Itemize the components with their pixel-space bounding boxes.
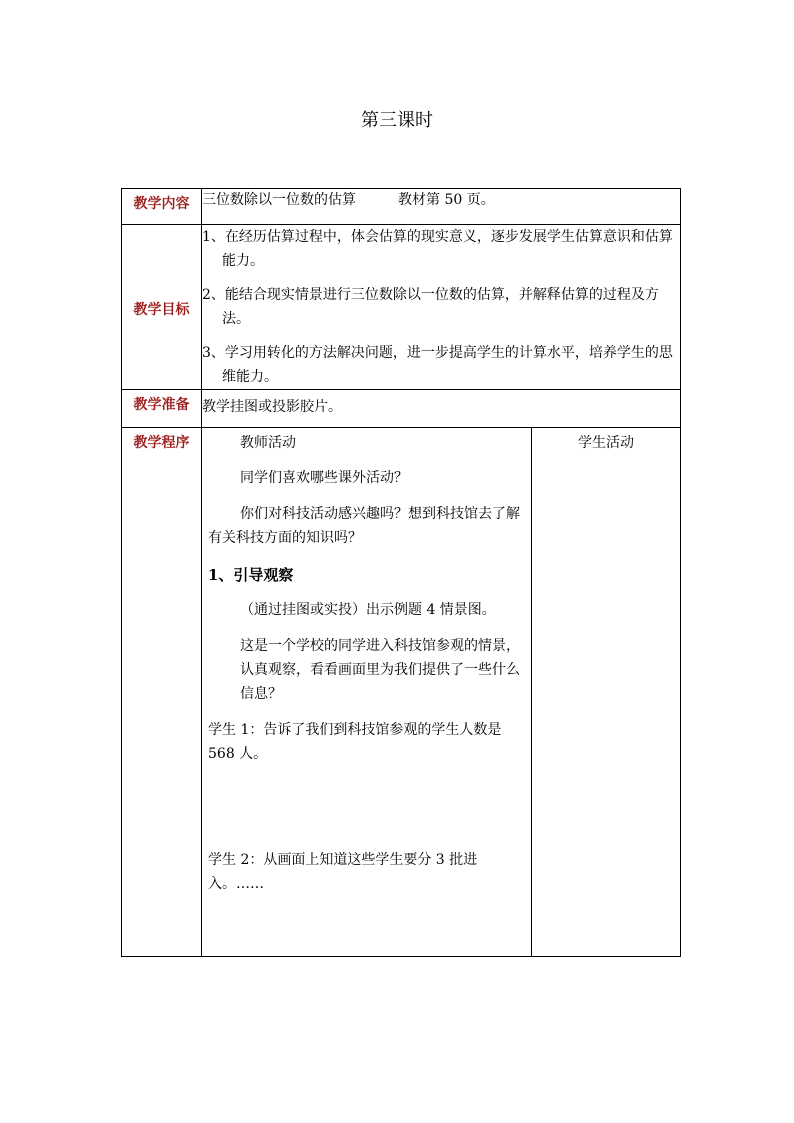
teacher-activity-header: 教师活动 xyxy=(240,435,296,451)
paragraph: （通过挂图或实投）出示例题 4 情景图。 xyxy=(240,602,496,618)
prep-text: 教学挂图或投影胶片。 xyxy=(202,390,681,428)
goal-item: 1、在经历估算过程中，体会估算的现实意义，逐步发展学生估算意识和估算能力。 xyxy=(202,229,673,269)
lesson-plan-table xyxy=(121,188,681,957)
section-heading: 1、引导观察 xyxy=(208,566,294,584)
goals-list xyxy=(202,225,681,390)
label-goals: 教学目标 xyxy=(122,225,202,390)
student-activity-column xyxy=(532,428,681,957)
row-goals xyxy=(122,225,681,390)
blank-space xyxy=(202,766,531,836)
goal-item: 3、学习用转化的方法解决问题，进一步提高学生的计算水平，培养学生的思维能力。 xyxy=(202,345,673,385)
paragraph: 学生 1：告诉了我们到科技馆参观的学生人数是 568 人。 xyxy=(208,722,502,762)
student-activity-header: 学生活动 xyxy=(578,435,634,451)
label-content: 教学内容 xyxy=(122,189,202,225)
paragraph: 学生 2：从画面上知道这些学生要分 3 批进入。…… xyxy=(208,852,478,892)
label-prep: 教学准备 xyxy=(122,390,202,428)
paragraph: 这是一个学校的同学进入科技馆参观的情景，认真观察，看看画面里为我们提供了一些什么信息？ xyxy=(240,638,520,702)
row-content xyxy=(122,189,681,225)
paragraph: 同学们喜欢哪些课外活动？ xyxy=(240,470,408,486)
paragraph: 你们对科技活动感兴趣吗？想到科技馆去了解有关科技方面的知识吗？ xyxy=(208,506,520,546)
goal-item: 2、能结合现实情景进行三位数除以一位数的估算，并解释估算的过程及方法。 xyxy=(202,287,659,327)
teacher-activity-column xyxy=(202,428,532,957)
row-prep xyxy=(122,390,681,428)
page-title: 第三课时 xyxy=(361,110,433,131)
row-procedure xyxy=(122,428,681,957)
content-text: 三位数除以一位数的估算 教材第 50 页。 xyxy=(202,189,681,225)
label-procedure: 教学程序 xyxy=(122,428,202,957)
